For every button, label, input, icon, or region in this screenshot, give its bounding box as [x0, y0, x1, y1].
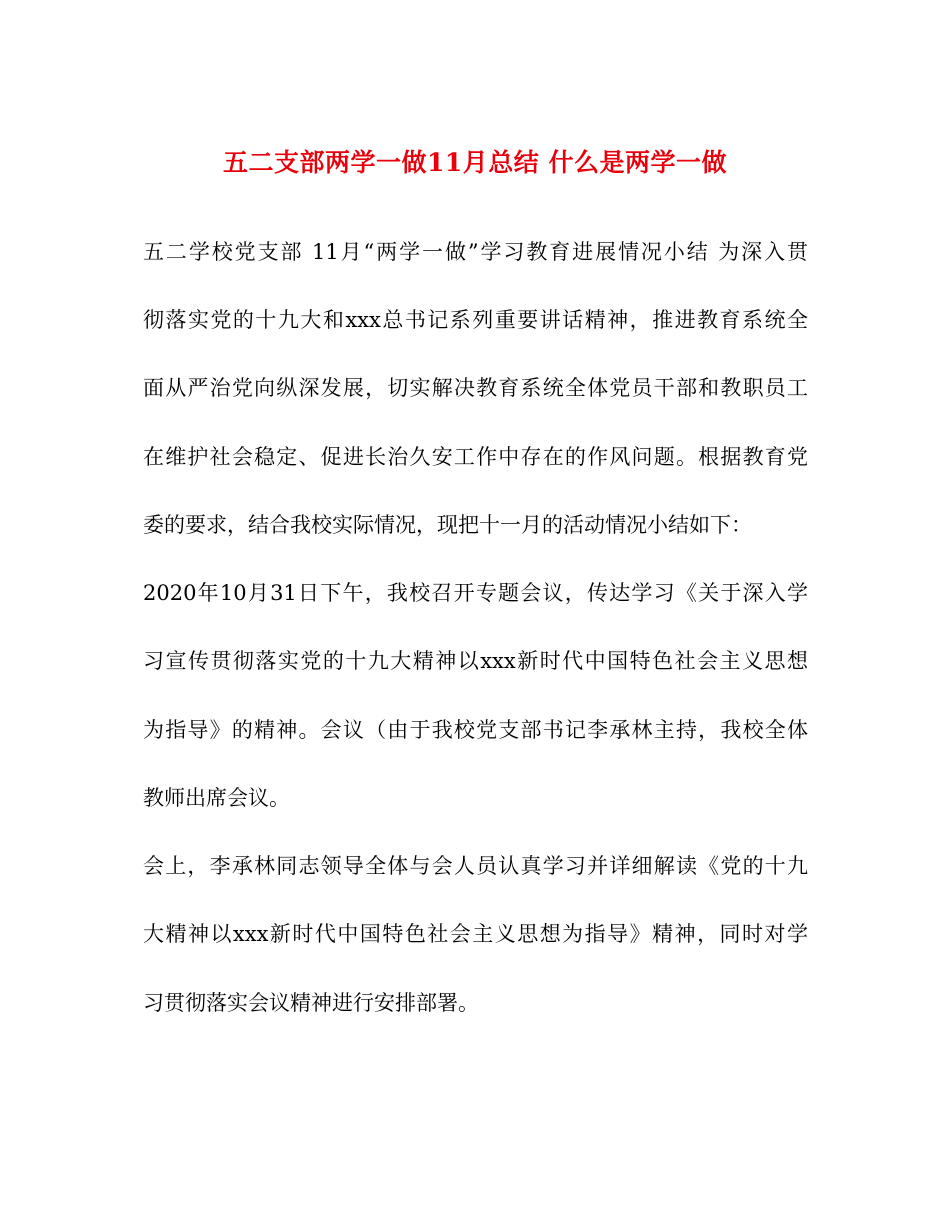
paragraph-line: 五二学校党支部 11月“两学一做”学习教育进展情况小结 为深入贯: [143, 240, 808, 264]
paragraph-line: 面从严治党向纵深发展，切实解决教育系统全体党员干部和教职员工: [143, 376, 808, 400]
paragraph-line: 2020年10月31日下午，我校召开专题会议，传达学习《关于深入学: [143, 581, 808, 605]
paragraph-line: 彻落实党的十九大和xxx总书记系列重要讲话精神，推进教育系统全: [143, 308, 808, 332]
paragraph-line: 会上，李承林同志领导全体与会人员认真学习并详细解读《党的十九: [143, 854, 808, 878]
paragraph-line: 习贯彻落实会议精神进行安排部署。: [143, 991, 479, 1015]
paragraph-line: 在维护社会稳定、促进长治久安工作中存在的作风问题。根据教育党: [143, 445, 808, 469]
paragraph-line: 为指导》的精神。会议（由于我校党支部书记李承林主持，我校全体: [143, 718, 808, 742]
paragraph-line: 委的要求，结合我校实际情况，现把十一月的活动情况小结如下：: [143, 513, 752, 537]
paragraph-line: 习宣传贯彻落实党的十九大精神以xxx新时代中国特色社会主义思想: [143, 649, 808, 673]
paragraph-line: 教师出席会议。: [143, 786, 290, 810]
document-title: 五二支部两学一做11月总结 什么是两学一做: [223, 148, 727, 177]
paragraph-line: 大精神以xxx新时代中国特色社会主义思想为指导》精神，同时对学: [143, 922, 808, 946]
